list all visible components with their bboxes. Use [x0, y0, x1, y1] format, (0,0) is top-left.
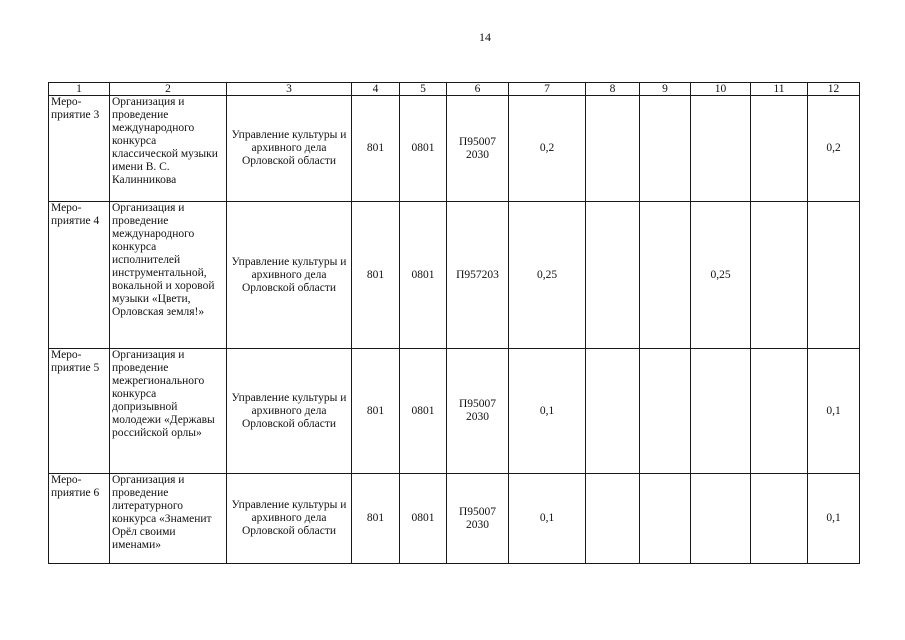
value-cell	[691, 349, 751, 474]
column-header: 9	[640, 83, 691, 96]
column-header: 6	[447, 83, 509, 96]
value-cell	[751, 96, 808, 202]
value-cell: 0,1	[509, 349, 586, 474]
code-cell: П95007 2030	[447, 96, 509, 202]
executor-cell: Управление культуры и архивного дела Орловской области	[227, 349, 352, 474]
event-name-cell: Организация и проведение литературного конкурса «Знаменит Орёл своими именами»	[110, 474, 227, 564]
event-number-cell: Меро-приятие 6	[49, 474, 110, 564]
value-cell: 0,1	[808, 349, 860, 474]
column-number-row	[49, 83, 860, 96]
event-name-cell: Организация и проведение международного конкурса исполнителей инструментальной, вокальной и хоровой музыки «Цвети, Орловская земля!»	[110, 202, 227, 349]
column-header: 11	[751, 83, 808, 96]
value-cell: 0,2	[808, 96, 860, 202]
event-number-cell: Меро-приятие 5	[49, 349, 110, 474]
event-number-cell: Меро-приятие 3	[49, 96, 110, 202]
code-cell: 0801	[400, 96, 447, 202]
code-cell: 801	[352, 474, 400, 564]
value-cell	[751, 349, 808, 474]
event-number-cell: Меро-приятие 4	[49, 202, 110, 349]
column-header: 10	[691, 83, 751, 96]
value-cell: 0,25	[509, 202, 586, 349]
table-row	[49, 474, 860, 564]
code-cell: П957203	[447, 202, 509, 349]
code-cell: 0801	[400, 202, 447, 349]
value-cell: 0,2	[509, 96, 586, 202]
column-header: 1	[49, 83, 110, 96]
code-cell: 0801	[400, 474, 447, 564]
column-header: 4	[352, 83, 400, 96]
column-header: 12	[808, 83, 860, 96]
event-name-cell: Организация и проведение межрегионального конкурса допризывной молодежи «Державы российской орлы»	[110, 349, 227, 474]
column-header: 8	[586, 83, 640, 96]
value-cell: 0,25	[691, 202, 751, 349]
value-cell	[640, 474, 691, 564]
value-cell	[808, 202, 860, 349]
code-cell: 801	[352, 349, 400, 474]
code-cell: 801	[352, 202, 400, 349]
value-cell	[640, 202, 691, 349]
value-cell	[586, 474, 640, 564]
table-row	[49, 96, 860, 202]
column-header: 3	[227, 83, 352, 96]
column-header: 5	[400, 83, 447, 96]
column-header: 7	[509, 83, 586, 96]
value-cell: 0,1	[808, 474, 860, 564]
executor-cell: Управление культуры и архивного дела Орловской области	[227, 96, 352, 202]
code-cell: П95007 2030	[447, 474, 509, 564]
value-cell	[640, 349, 691, 474]
executor-cell: Управление культуры и архивного дела Орловской области	[227, 474, 352, 564]
value-cell	[586, 96, 640, 202]
page-number: 14	[479, 30, 491, 44]
event-name-cell: Организация и проведение международного конкурса классической музыки имени В. С. Калинникова	[110, 96, 227, 202]
value-cell: 0,1	[509, 474, 586, 564]
executor-cell: Управление культуры и архивного дела Орловской области	[227, 202, 352, 349]
value-cell	[691, 474, 751, 564]
budget-table	[48, 82, 860, 564]
code-cell: 801	[352, 96, 400, 202]
code-cell: П95007 2030	[447, 349, 509, 474]
table-row	[49, 202, 860, 349]
code-cell: 0801	[400, 349, 447, 474]
table-row	[49, 349, 860, 474]
value-cell	[751, 474, 808, 564]
value-cell	[691, 96, 751, 202]
column-header: 2	[110, 83, 227, 96]
value-cell	[751, 202, 808, 349]
value-cell	[586, 349, 640, 474]
value-cell	[640, 96, 691, 202]
value-cell	[586, 202, 640, 349]
